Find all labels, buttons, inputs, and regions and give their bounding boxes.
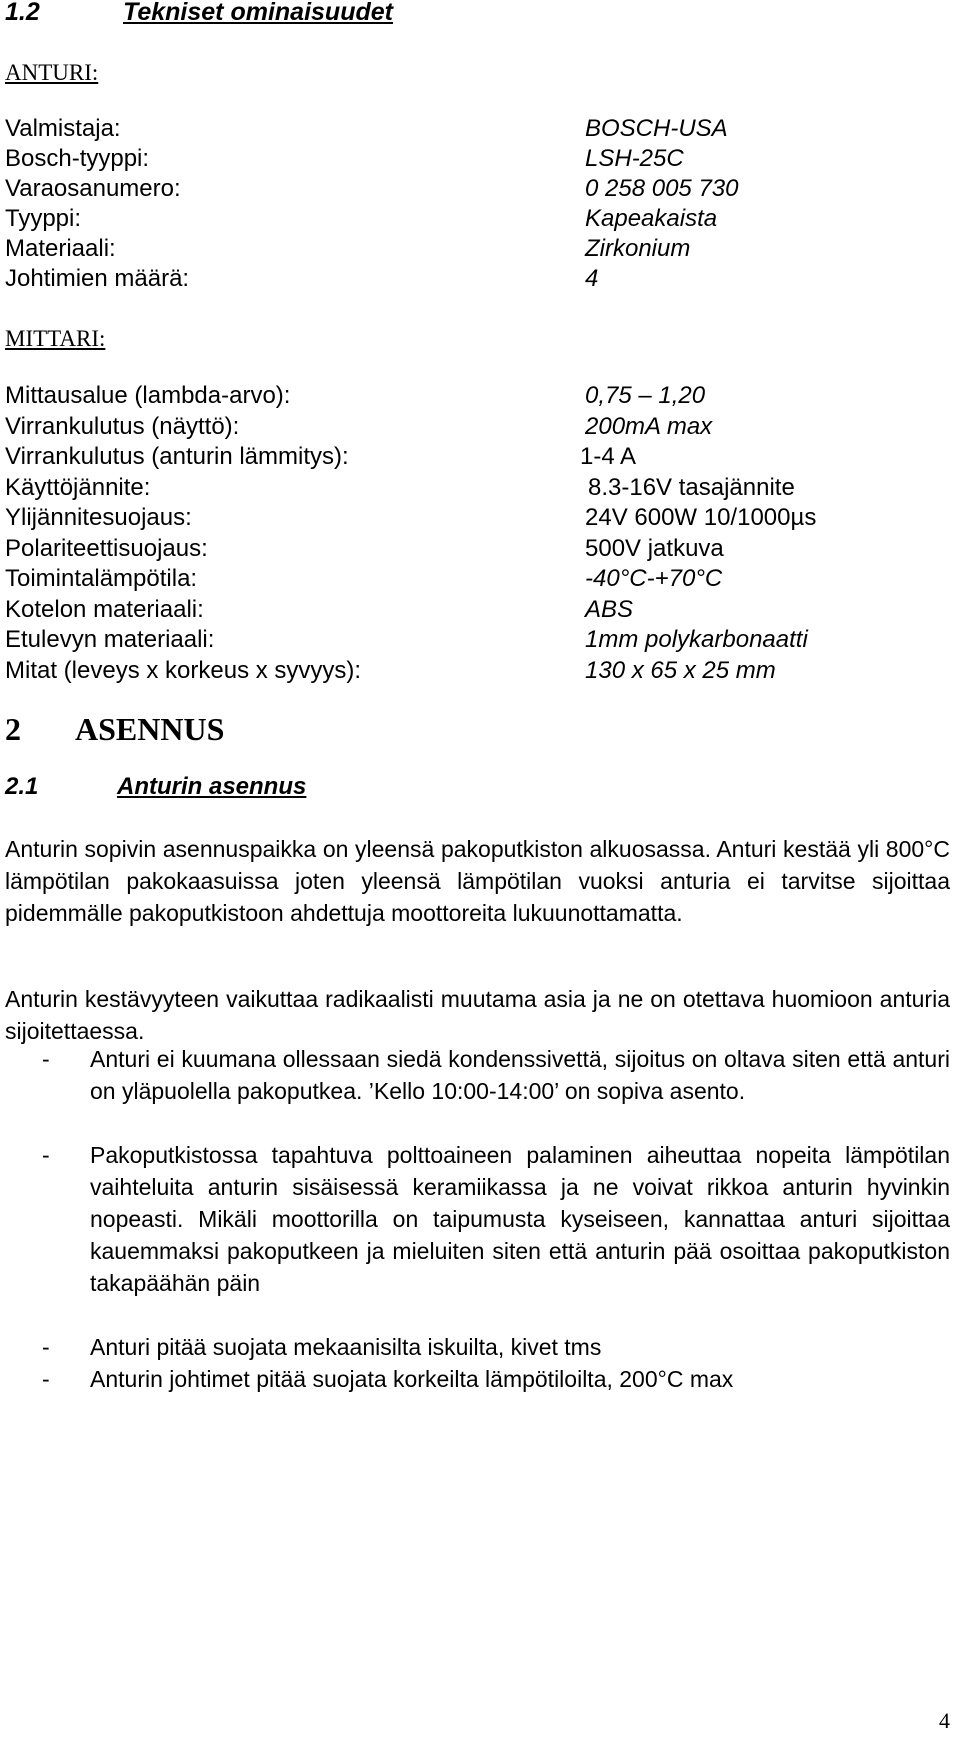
section-number: 2.1 <box>5 773 39 800</box>
spec-label: Materiaali: <box>5 235 116 262</box>
spec-label: Mitat (leveys x korkeus x syvyys): <box>5 656 362 684</box>
spec-label: Kotelon materiaali: <box>5 595 204 623</box>
spec-label: Mittausalue (lambda-arvo): <box>5 382 291 409</box>
spec-value: 200mA max <box>585 412 713 440</box>
page-number: 4 <box>939 1708 950 1733</box>
section-title: Anturin asennus <box>117 773 307 800</box>
spec-value: 500V jatkuva <box>585 534 724 562</box>
spec-value: 130 x 65 x 25 mm <box>585 656 776 684</box>
section-title: ASENNUS <box>75 711 225 747</box>
spec-value: 24V 600W 10/1000µs <box>585 504 817 531</box>
spec-value: 8.3-16V tasajännite <box>588 473 795 501</box>
bullet-text: Pakoputkistossa tapahtuva polttoaineen palaminen aiheuttaa nopeita lämpötilan vaihteluita anturin sisäisessä keramiikassa ja ne voivat rikkoa anturin hyvinkin nopeasti. Mikäli moottorilla on taipumusta kyseiseen, kannattaa anturi sijoittaa kauemmaksi pakoputkeen ja mieluiten siten että anturin pää osoittaa pakoputkiston takapäähän päin <box>90 1142 950 1296</box>
anturi-heading: ANTURI: <box>5 60 99 85</box>
spec-value: BOSCH-USA <box>585 115 728 142</box>
paragraph: Anturin sopivin asennuspaikka on yleensä pakoputkiston alkuosassa. Anturi kestää yli 800°C lämpötilan pakokaasuissa joten yleensä lämpötilan vuoksi anturia ei tarvitse sijoittaa pidemmälle pakoputkistoon ahdettuja moottoreita lukuunottamatta. <box>5 836 950 926</box>
section-title: Tekniset ominaisuudet <box>123 0 393 26</box>
spec-value: 0,75 – 1,20 <box>585 382 706 409</box>
spec-label: Virrankulutus (näyttö): <box>5 412 240 440</box>
spec-value: 1-4 A <box>580 443 637 470</box>
list-item <box>5 1139 950 1331</box>
spec-label: Käyttöjännite: <box>5 473 151 501</box>
spec-value: Kapeakaista <box>585 205 718 232</box>
spec-label: Valmistaja: <box>5 115 121 142</box>
section-2-1-heading <box>5 773 307 801</box>
section-number: 1.2 <box>5 0 40 26</box>
spec-label: Johtimien määrä: <box>5 265 190 292</box>
section-2-heading <box>5 711 225 748</box>
spec-value: -40°C-+70°C <box>585 565 723 592</box>
bullet-dash: - <box>42 1334 50 1360</box>
spec-label: Varaosanumero: <box>5 175 181 202</box>
spec-label: Tyyppi: <box>5 205 82 232</box>
paragraph: Anturin kestävyyteen vaikuttaa radikaalisti muutama asia ja ne on otettava huomioon anturia sijoitettaessa. <box>5 986 950 1044</box>
section-1-2-heading <box>5 0 393 27</box>
list-item <box>5 1331 950 1363</box>
list-item <box>5 1043 950 1139</box>
spec-label: Etulevyn materiaali: <box>5 626 215 653</box>
spec-value: 1mm polykarbonaatti <box>585 626 808 653</box>
mittari-heading: MITTARI: <box>5 326 106 351</box>
spec-value: 4 <box>585 265 599 292</box>
bullet-dash: - <box>42 1366 50 1392</box>
spec-value: 0 258 005 730 <box>585 175 739 202</box>
spec-value: Zirkonium <box>585 235 691 262</box>
list-item <box>5 1363 950 1395</box>
spec-label: Toimintalämpötila: <box>5 565 198 592</box>
spec-label: Ylijännitesuojaus: <box>5 504 192 531</box>
section-number: 2 <box>5 711 21 747</box>
bullet-text: Anturi ei kuumana ollessaan siedä kondenssivettä, sijoitus on oltava siten että anturi on yläpuolella pakoputkea. ’Kello 10:00-14:00’ on sopiva asento. <box>90 1046 950 1104</box>
bullet-dash: - <box>42 1046 50 1072</box>
spec-value: LSH-25C <box>585 145 684 172</box>
spec-value: ABS <box>585 595 634 623</box>
bullet-text: Anturi pitää suojata mekaanisilta iskuilta, kivet tms <box>90 1334 602 1360</box>
bullet-dash: - <box>42 1142 50 1168</box>
spec-label: Virrankulutus (anturin lämmitys): <box>5 443 349 470</box>
bullet-text: Anturin johtimet pitää suojata korkeilta lämpötiloilta, 200°C max <box>90 1366 734 1392</box>
spec-label: Polariteettisuojaus: <box>5 534 208 562</box>
spec-label: Bosch-tyyppi: <box>5 145 150 172</box>
